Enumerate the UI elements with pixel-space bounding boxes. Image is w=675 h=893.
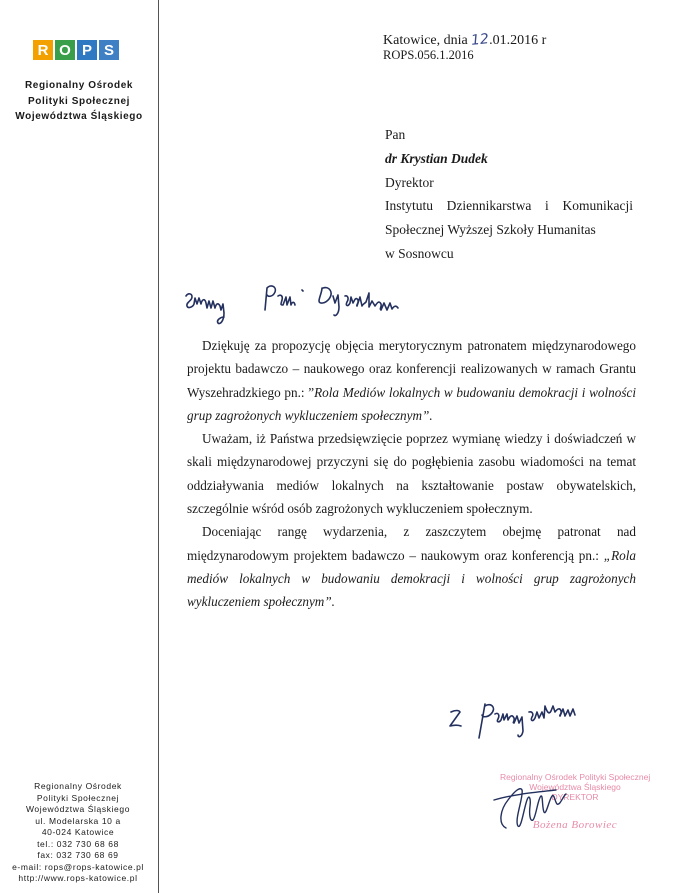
handwritten-closing (445, 700, 625, 744)
contact-org-line: Regionalny Ośrodek (34, 781, 122, 791)
reference-number: ROPS.056.1.2016 (383, 48, 474, 62)
contact-city: 40-024 Katowice (41, 827, 115, 837)
institution-word: Dziennikarstwa (446, 198, 532, 214)
recipient-salutation-word: Pan (385, 127, 406, 142)
stamp-line: DYREKTOR (551, 792, 599, 802)
contact-street: ul. Modelarska 10 a (35, 815, 121, 826)
stamp-line: Regionalny Ośrodek Polityki Społecznej (500, 772, 651, 782)
recipient-institution-city: w Sosnowcu (385, 245, 454, 261)
contact-org-line: Województwa Śląskiego (25, 804, 131, 814)
recipient-institution-line: Społecznej Wyższej Szkoły Humanitas (385, 222, 596, 238)
org-name-line: Regionalny Ośrodek (24, 80, 134, 91)
letter-body (187, 334, 636, 614)
org-name-line: Polityki Społecznej (28, 95, 130, 107)
paragraph: Uważam, iż Państwa przedsięwzięcie poprzez wymianę wiedzy i doświadczeń w skali międzynarodowej przyczyni się do pogłębienia zasobu wiadomości na temat oddziaływania mediów lokalnych na kształtowanie postaw obywatelskich, szczególnie wśród osób zagrożonych wykluczeniem społecznym. (187, 431, 636, 517)
project-title-italic: „Rola mediów lokalnych w budowaniu demokracji i wolności grup zagrożonych wykluczeniem społecznym”. (187, 547, 636, 610)
recipient-institution-line (385, 194, 633, 218)
sidebar-divider (158, 0, 159, 893)
stamp-line: Województwa Śląskiego (529, 782, 621, 792)
recipient-name: dr Krystian Dudek (385, 150, 488, 166)
contact-website-link[interactable]: http://www.rops-katowice.pl (18, 873, 138, 883)
paragraph-text: Doceniając rangę wydarzenia, z zaszczytem obejmę patronat nad międzynarodowym projektem badawczo – naukowym oraz konferencją pn.: (187, 524, 636, 563)
logo-tile-r: R (33, 40, 53, 60)
rops-logo (33, 40, 119, 60)
paragraph-text: ”. (422, 407, 433, 423)
paragraph (187, 334, 636, 427)
handwritten-salutation (183, 282, 453, 326)
contact-org-line: Polityki Społecznej (36, 792, 120, 803)
signature (486, 770, 606, 836)
date-prefix: Katowice, dnia (383, 33, 468, 48)
contact-fax: fax: 032 730 68 69 (37, 850, 119, 860)
org-name-line: Województwa Śląskiego (15, 111, 143, 122)
institution-word: i (545, 198, 549, 214)
logo-tile-p: P (77, 40, 97, 60)
sidebar (0, 0, 158, 893)
project-title-italic: Rola Mediów lokalnych w budowaniu demokracji i wolności grup zagrożonych wykluczeniem społecznym (187, 384, 636, 423)
paragraph-text: Dziękuję za propozycję objęcia merytorycznym patronatem międzynarodowego projektu badawczo – naukowego oraz konferencji realizowanych w ramach Grantu Wyszehradzkiego pn.: ” (187, 338, 636, 400)
contact-block (0, 781, 156, 885)
logo-tile-s: S (99, 40, 119, 60)
organization-name (0, 78, 158, 125)
recipient-title: Dyrektor (385, 174, 434, 190)
stamp-name: Bożena Borowiec (532, 819, 618, 831)
contact-phone: tel.: 032 730 68 68 (37, 838, 119, 849)
date-day-handwritten: 12 (470, 31, 490, 49)
date-line (383, 32, 546, 49)
recipient-block (385, 123, 633, 266)
paragraph (187, 520, 636, 613)
institution-word: Komunikacji (562, 198, 633, 214)
date-suffix: .01.2016 r (489, 33, 547, 48)
institution-word: Instytutu (385, 198, 434, 214)
contact-email-link[interactable]: e-mail: rops@rops-katowice.pl (12, 861, 144, 872)
logo-tile-o: O (55, 40, 75, 60)
